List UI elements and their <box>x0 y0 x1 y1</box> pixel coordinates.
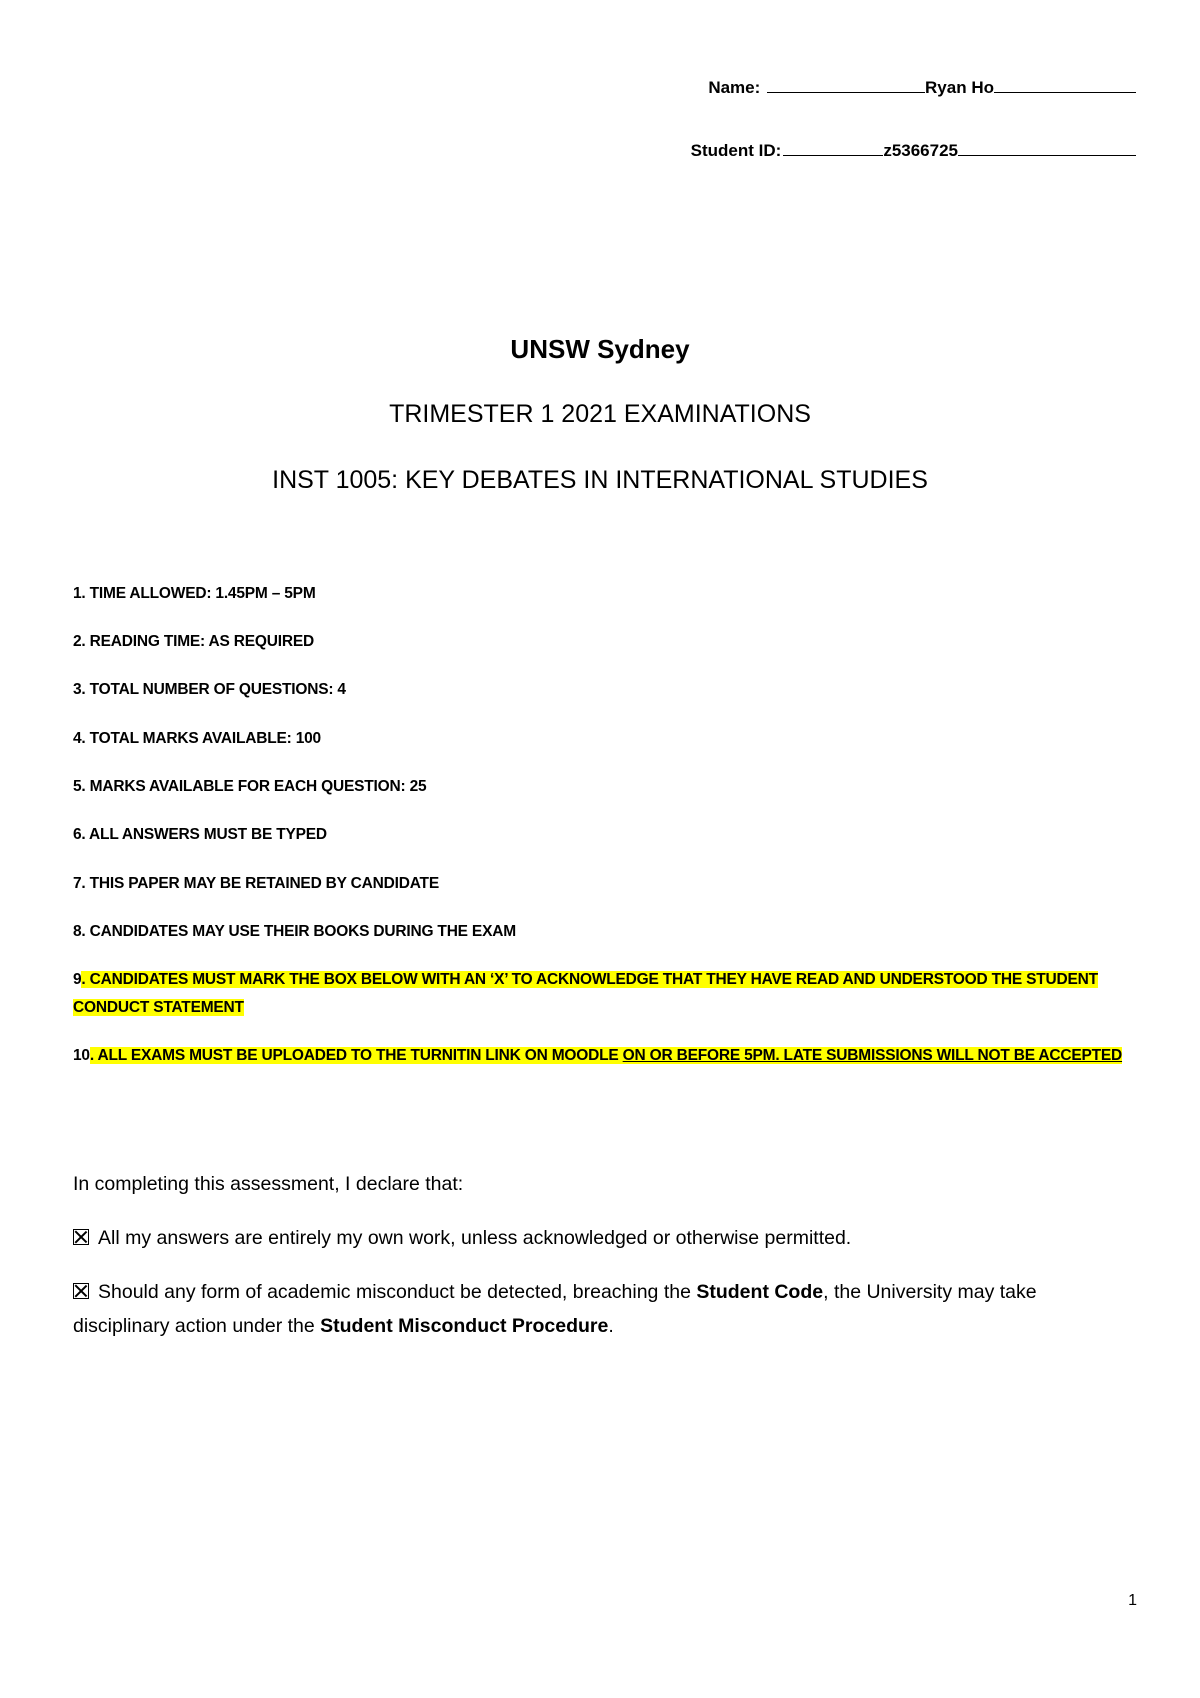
instruction-10-text: . ALL EXAMS MUST BE UPLOADED TO THE TURNITIN LINK ON MOODLE <box>89 1047 623 1064</box>
name-value: Ryan Ho <box>925 78 994 97</box>
student-id-underline-left <box>783 139 883 156</box>
instruction-item-9 <box>73 966 1133 1022</box>
student-misconduct-procedure-term: Student Misconduct Procedure <box>320 1315 609 1337</box>
instruction-item: 5. MARKS AVAILABLE FOR EACH QUESTION: 25 <box>73 778 427 795</box>
instruction-item: 7. THIS PAPER MAY BE RETAINED BY CANDIDATE <box>73 875 439 892</box>
declaration-item-2-text-a: Should any form of academic misconduct be detected, breaching the <box>98 1281 697 1303</box>
name-field <box>708 76 1136 98</box>
student-id-underline-right <box>958 139 1136 156</box>
instruction-item: 8. CANDIDATES MAY USE THEIR BOOKS DURING THE EXAM <box>73 923 516 940</box>
instruction-item: 1. TIME ALLOWED: 1.45PM – 5PM <box>73 585 316 602</box>
instruction-item: 4. TOTAL MARKS AVAILABLE: 100 <box>73 730 321 747</box>
student-id-value: z5366725 <box>883 141 958 160</box>
student-code-term: Student Code <box>696 1281 824 1303</box>
instruction-9-number: 9 <box>73 971 82 988</box>
declaration-item-1 <box>73 1221 1133 1255</box>
instruction-10-number: 10 <box>73 1047 90 1064</box>
student-id-label: Student ID: <box>690 141 782 160</box>
instruction-9-text: . CANDIDATES MUST MARK THE BOX BELOW WITH AN ‘X’ TO ACKNOWLEDGE THAT THEY HAVE READ AND UNDERSTOOD THE STUDENT CONDUCT STATEMENT <box>73 971 1098 1016</box>
page-number: 1 <box>1128 1592 1137 1609</box>
exam-term-title: TRIMESTER 1 2021 EXAMINATIONS <box>389 400 811 428</box>
instruction-item: 6. ALL ANSWERS MUST BE TYPED <box>73 826 327 843</box>
instruction-item: 2. READING TIME: AS REQUIRED <box>73 633 314 650</box>
declaration-intro: In completing this assessment, I declare that: <box>73 1173 464 1195</box>
name-label: Name: <box>708 78 761 97</box>
name-underline-right <box>994 76 1136 93</box>
declaration-item-1-text: All my answers are entirely my own work, unless acknowledged or otherwise permitted. <box>98 1227 852 1249</box>
checked-box-icon[interactable] <box>73 1229 89 1245</box>
instruction-item-10 <box>73 1042 1133 1070</box>
instruction-item: 3. TOTAL NUMBER OF QUESTIONS: 4 <box>73 681 346 698</box>
instruction-10-deadline: ON OR BEFORE 5PM. LATE SUBMISSIONS WILL NOT BE ACCEPTED <box>622 1047 1123 1064</box>
declaration-item-2 <box>73 1275 1133 1343</box>
checked-box-icon[interactable] <box>73 1283 89 1299</box>
name-underline-left <box>767 76 925 93</box>
university-title: UNSW Sydney <box>510 334 690 364</box>
student-id-field <box>691 139 1136 161</box>
course-title: INST 1005: KEY DEBATES IN INTERNATIONAL STUDIES <box>272 466 928 494</box>
declaration-item-2-text-c: . <box>608 1315 614 1337</box>
declaration-item-2-text-b: , the University may take disciplinary action under the <box>73 1281 1037 1337</box>
